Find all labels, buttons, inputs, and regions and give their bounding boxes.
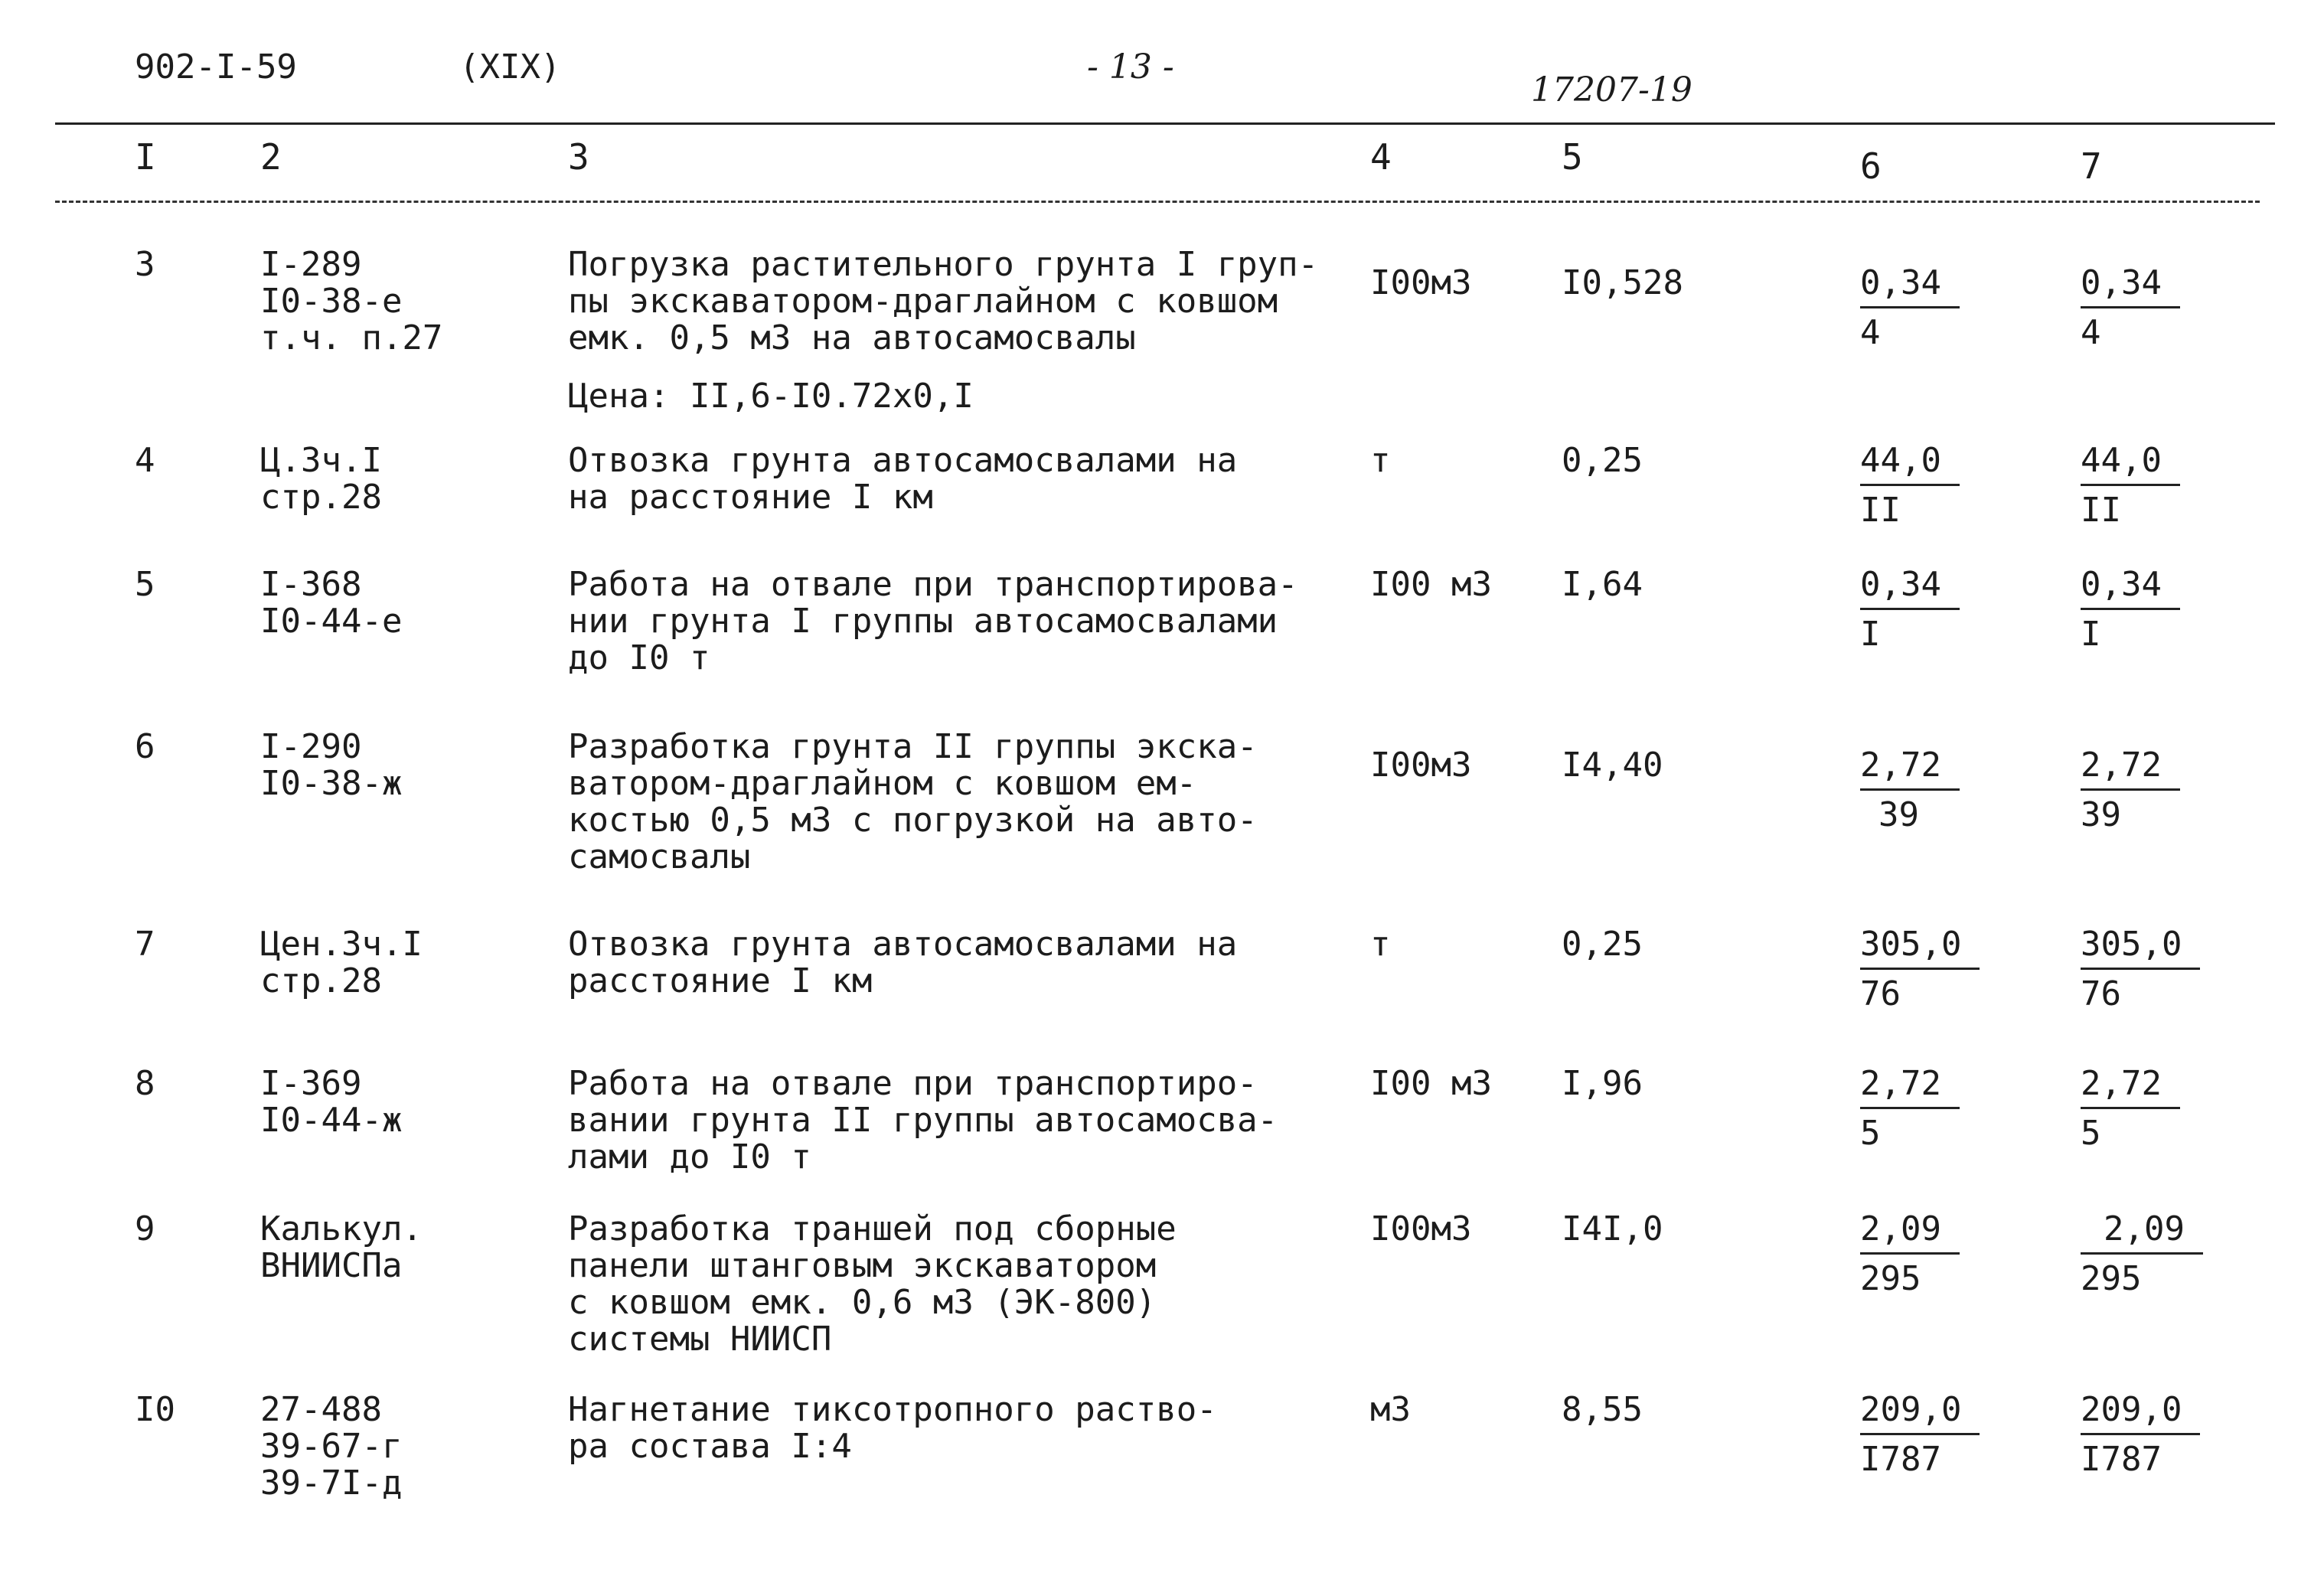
norm-code — [260, 926, 423, 1000]
norm-code-line: I0-38-ж — [260, 764, 403, 803]
column-header-4: 4 — [1370, 136, 1392, 178]
numerator: 2,09 — [2081, 1211, 2203, 1255]
description-line: нии грунта I группы автосамосвалами — [568, 602, 1278, 641]
norm-code-line: Калькул. — [260, 1209, 423, 1248]
column-6-value — [1860, 442, 1960, 529]
norm-code — [260, 442, 382, 516]
denominator: 295 — [1860, 1259, 1921, 1298]
document-code: 902-I-59 — [135, 47, 297, 86]
column-7-value — [2081, 1066, 2180, 1152]
header-rule — [55, 201, 2260, 203]
norm-code — [260, 246, 442, 357]
norm-code-line: 27-488 — [260, 1390, 382, 1429]
description-line: емк. 0,5 м3 на автосамосвалы — [568, 318, 1136, 357]
row-number: 4 — [135, 441, 155, 480]
numerator: 0,34 — [2081, 566, 2180, 610]
column-header-1: I — [135, 136, 156, 178]
description-line: вании грунта II группы автосамосва- — [568, 1101, 1278, 1140]
denominator: II — [2081, 491, 2121, 530]
unit: I00м3 — [1370, 746, 1472, 785]
description-line: костью 0,5 м3 с погрузкой на авто- — [568, 801, 1258, 840]
description-line: Работа на отвале при транспортирова- — [568, 565, 1298, 604]
denominator: 5 — [2081, 1114, 2101, 1153]
quantity: I0,528 — [1562, 263, 1683, 302]
unit: т — [1370, 441, 1391, 480]
norm-code-line: I0-44-ж — [260, 1101, 403, 1140]
denominator: 4 — [1860, 313, 1881, 352]
column-7-value — [2081, 1392, 2200, 1478]
denominator: I — [1860, 615, 1881, 654]
description-line: Нагнетание тиксотропного раство- — [568, 1390, 1217, 1429]
row-number: 7 — [135, 925, 155, 964]
work-description — [568, 566, 1298, 677]
denominator: I787 — [2081, 1440, 2162, 1479]
numerator: 305,0 — [1860, 926, 1980, 970]
column-header-7: 7 — [2081, 145, 2102, 187]
norm-code-line: I-368 — [260, 565, 362, 604]
norm-code — [260, 1392, 402, 1502]
norm-code-line: I-289 — [260, 245, 362, 284]
denominator: 76 — [2081, 974, 2121, 1013]
work-description — [568, 729, 1258, 876]
description-line: Отвозка грунта автосамосвалами на — [568, 925, 1238, 964]
column-6-value — [1860, 1392, 1980, 1478]
quantity: I,64 — [1562, 565, 1643, 604]
column-7-value — [2081, 747, 2180, 834]
denominator: 76 — [1860, 974, 1901, 1013]
column-header-2: 2 — [260, 136, 282, 178]
column-6-value — [1860, 1066, 1960, 1152]
work-description — [568, 246, 1318, 357]
unit: т — [1370, 925, 1391, 964]
work-description — [568, 1392, 1217, 1465]
description-line: системы НИИСП — [568, 1320, 832, 1359]
numerator: 0,34 — [1860, 566, 1960, 610]
quantity: I4,40 — [1562, 746, 1663, 785]
column-header-3: 3 — [568, 136, 589, 178]
norm-code — [260, 1066, 402, 1139]
numerator: 0,34 — [2081, 265, 2180, 308]
numerator: 209,0 — [2081, 1392, 2200, 1435]
norm-code-line: 39-67-г — [260, 1427, 403, 1466]
unit: I00м3 — [1370, 1209, 1472, 1248]
norm-code-line: I-369 — [260, 1064, 362, 1103]
description-line: панели штанговым экскаватором — [568, 1246, 1157, 1285]
column-6-value — [1860, 566, 1960, 653]
denominator: 295 — [2081, 1259, 2142, 1298]
denominator: 4 — [2081, 313, 2101, 352]
description-line: самосвалы — [568, 837, 751, 876]
row-number: 8 — [135, 1064, 155, 1103]
norm-code-line: ВНИИСПа — [260, 1246, 403, 1285]
norm-code — [260, 1211, 423, 1284]
norm-code-line: стр.28 — [260, 478, 382, 517]
sheet-number: 17207-19 — [1531, 70, 1692, 109]
description-line: Разработка грунта II группы экска- — [568, 727, 1258, 766]
numerator: 209,0 — [1860, 1392, 1980, 1435]
norm-code-line: I0-44-е — [260, 602, 403, 641]
unit: I00м3 — [1370, 263, 1472, 302]
row-number: 6 — [135, 727, 155, 766]
work-description — [568, 926, 1237, 1000]
unit: м3 — [1370, 1390, 1411, 1429]
numerator: 2,72 — [1860, 1066, 1960, 1109]
description-line: ватором-драглайном с ковшом ем- — [568, 764, 1197, 803]
description-line: лами до I0 т — [568, 1137, 811, 1176]
column-7-value — [2081, 442, 2180, 529]
price-note: Цена: II,6-I0.72x0,I — [568, 377, 974, 416]
quantity: 0,25 — [1562, 925, 1643, 964]
row-number: I0 — [135, 1390, 175, 1429]
denominator: 39 — [1878, 795, 1919, 834]
description-line: ра состава I:4 — [568, 1427, 852, 1466]
quantity: I4I,0 — [1562, 1209, 1663, 1248]
norm-code — [260, 566, 402, 640]
column-7-value — [2081, 566, 2180, 653]
norm-code-line: Цен.3ч.I — [260, 925, 423, 964]
numerator: 2,72 — [1860, 747, 1960, 791]
column-6-value — [1860, 926, 1980, 1013]
description-line: с ковшом емк. 0,6 м3 (ЭК-800) — [568, 1283, 1157, 1322]
column-7-value — [2081, 265, 2180, 351]
numerator: 44,0 — [1860, 442, 1960, 486]
description-line: расстояние I км — [568, 961, 873, 1000]
quantity: 0,25 — [1562, 441, 1643, 480]
unit: I00 м3 — [1370, 565, 1492, 604]
description-line: Отвозка грунта автосамосвалами на — [568, 441, 1238, 480]
row-number: 5 — [135, 565, 155, 604]
numerator: 2,09 — [1860, 1211, 1960, 1255]
column-7-value — [2081, 1211, 2203, 1297]
description-line: Разработка траншей под сборные — [568, 1209, 1177, 1248]
top-rule — [55, 122, 2275, 125]
column-6-value — [1860, 1211, 1960, 1297]
quantity: I,96 — [1562, 1064, 1643, 1103]
work-description — [568, 1211, 1177, 1358]
column-6-value — [1860, 747, 1960, 834]
quantity: 8,55 — [1562, 1390, 1643, 1429]
denominator: I — [2081, 615, 2101, 654]
unit: I00 м3 — [1370, 1064, 1492, 1103]
norm-code-line: I-290 — [260, 727, 362, 766]
work-description — [568, 1066, 1278, 1176]
numerator: 44,0 — [2081, 442, 2180, 486]
norm-code-line: т.ч. п.27 — [260, 318, 443, 357]
denominator: II — [1860, 491, 1901, 530]
page-number: - 13 - — [1087, 47, 1174, 86]
row-number: 9 — [135, 1209, 155, 1248]
denominator: 5 — [1860, 1114, 1881, 1153]
numerator: 2,72 — [2081, 1066, 2180, 1109]
row-number: 3 — [135, 245, 155, 284]
column-6-value — [1860, 265, 1960, 351]
numerator: 0,34 — [1860, 265, 1960, 308]
numerator: 305,0 — [2081, 926, 2200, 970]
denominator: I787 — [1860, 1440, 1941, 1479]
column-header-6: 6 — [1860, 145, 1882, 187]
norm-code-line: I0-38-е — [260, 282, 403, 321]
norm-code-line: Ц.3ч.I — [260, 441, 382, 480]
description-line: Работа на отвале при транспортиро- — [568, 1064, 1258, 1103]
norm-code — [260, 729, 402, 802]
numerator: 2,72 — [2081, 747, 2180, 791]
norm-code-line: 39-7I-д — [260, 1464, 403, 1503]
work-description — [568, 442, 1237, 516]
document-part: (XIX) — [459, 47, 561, 86]
norm-code-line: стр.28 — [260, 961, 382, 1000]
denominator: 39 — [2081, 795, 2121, 834]
description-line: до I0 т — [568, 638, 710, 677]
description-line: на расстояние I км — [568, 478, 933, 517]
column-7-value — [2081, 926, 2200, 1013]
description-line: Погрузка растительного грунта I груп- — [568, 245, 1319, 284]
column-header-5: 5 — [1562, 136, 1583, 178]
description-line: пы экскаватором-драглайном с ковшом — [568, 282, 1278, 321]
